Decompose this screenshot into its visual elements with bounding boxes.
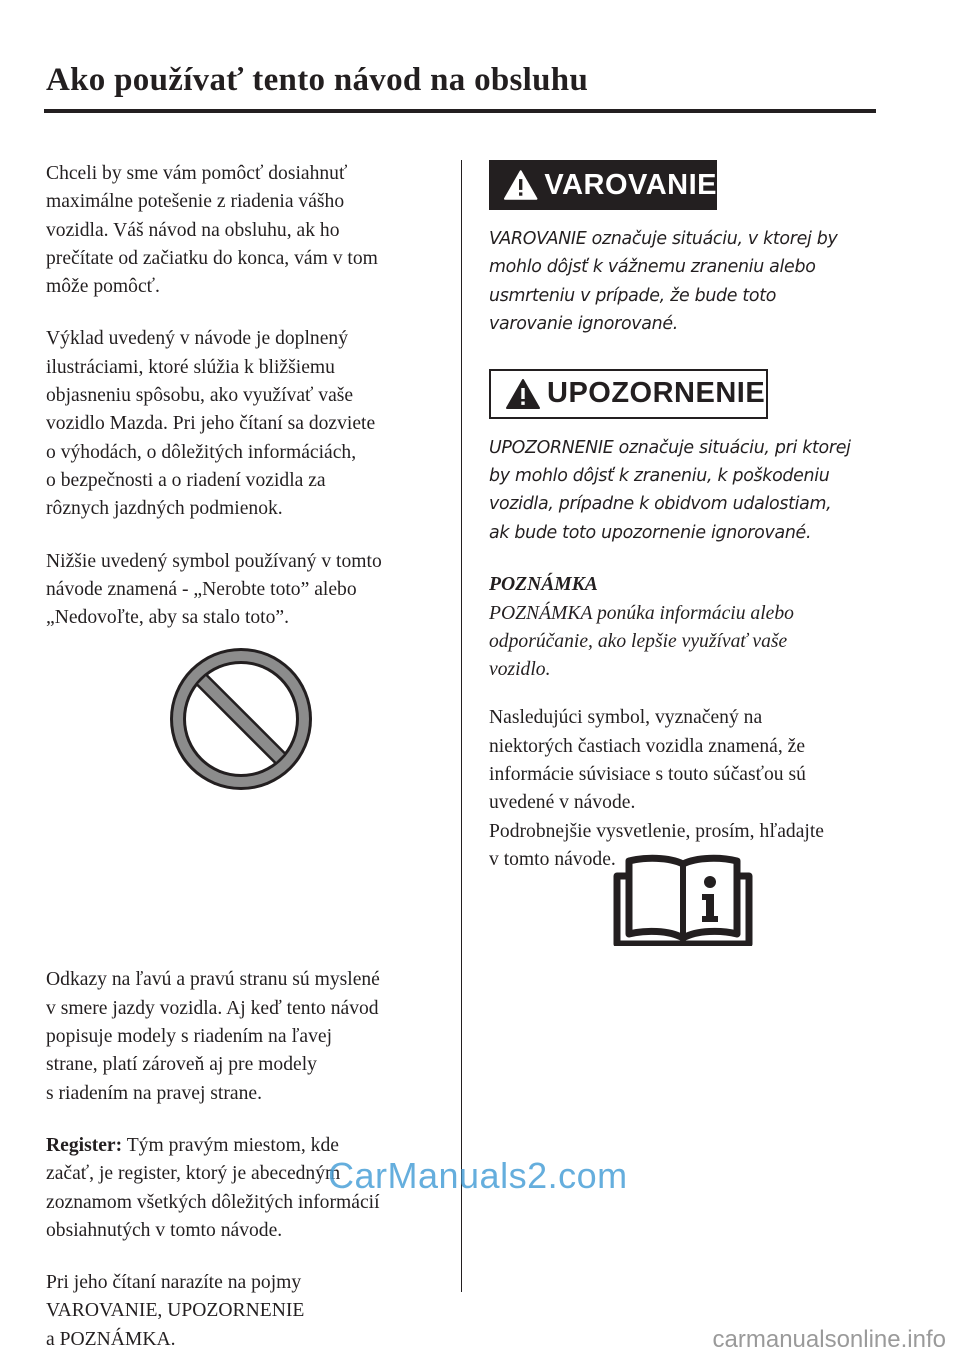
footer-site-watermark: carmanualsonline.info	[712, 1326, 946, 1353]
caution-text: UPOZORNENIE označuje situáciu, pri ktorej by mohlo dôjsť k zraneniu, k poškodeniu vozidla, prípadne k obidvom udalostiam, ak bude toto upozornenie ignorované.	[489, 437, 851, 543]
intro-paragraph: Chceli by sme vám pomôcť dosiahnuť maximálne potešenie z riadenia vášho vozidla. Váš návod na obsluhu, ak ho prečítate od začiatku do konca, vám v tom môže pomôcť.	[46, 163, 378, 298]
note-heading: POZNÁMKA	[489, 574, 598, 596]
prohibited-symbol-icon	[166, 644, 316, 794]
warning-label-text: VAROVANIE	[544, 168, 717, 201]
register-text: Tým pravým miestom, kde začať, je register, ktorý je abecedným zoznamom všetkých dôležitých informácií obsiahnutých v tomto návode.	[46, 1134, 380, 1241]
right-column	[489, 160, 879, 874]
warning-label	[489, 160, 717, 210]
illustrations-paragraph: Výklad uvedený v návode je doplnený ilustráciami, ktoré slúžia k bližšiemu objasneniu spôsobu, ako využívať vaše vozidlo Mazda. Pri jeho čítaní sa dozviete o výhodách, o dôležitých informáciách, o bezpečnosti a o riadení vozidla za rôznych jazdných podmienok.	[46, 328, 376, 520]
page-title: Ako používať tento návod na obsluhu	[46, 62, 589, 98]
warning-triangle-icon	[503, 169, 538, 201]
note-text: POZNÁMKA ponúka informáciu alebo odporúčanie, ako lepšie využívať vaše vozidlo.	[489, 602, 794, 681]
caution-label-text: UPOZORNENIE	[547, 377, 766, 410]
manual-info-book-icon	[613, 854, 753, 946]
caution-triangle-icon	[505, 378, 541, 410]
register-lead: Register:	[46, 1134, 123, 1156]
left-right-paragraph: Odkazy na ľavú a pravú stranu sú myslené v smere jazdy vozidla. Aj keď tento návod popisuje modely s riadením na ľavej strane, platí zároveň aj pre modely s riadením na pravej strane.	[46, 969, 380, 1104]
symbol-paragraph: Nasledujúci symbol, vyznačený na niektorých častiach vozidla znamená, že informácie súvisiace s touto súčasťou sú uvedené v návode. Podrobnejšie vysvetlenie, prosím, hľadajte v tomto návode.	[489, 707, 824, 870]
watermark: CarManuals2.com	[328, 1155, 628, 1196]
title-rule	[44, 109, 876, 113]
caution-label	[489, 369, 768, 419]
terms-paragraph: Pri jeho čítaní narazíte na pojmy VAROVANIE, UPOZORNENIE a POZNÁMKA.	[46, 1272, 305, 1350]
column-divider	[461, 160, 462, 1292]
symbol-meaning-paragraph: Nižšie uvedený symbol používaný v tomto návode znamená - „Nerobte toto” alebo „Nedovoľte, aby sa stalo toto”.	[46, 550, 382, 629]
warning-text: VAROVANIE označuje situáciu, v ktorej by mohlo dôjsť k vážnemu zraneniu alebo usmrteniu v prípade, že bude toto varovanie ignorované.	[489, 229, 838, 335]
